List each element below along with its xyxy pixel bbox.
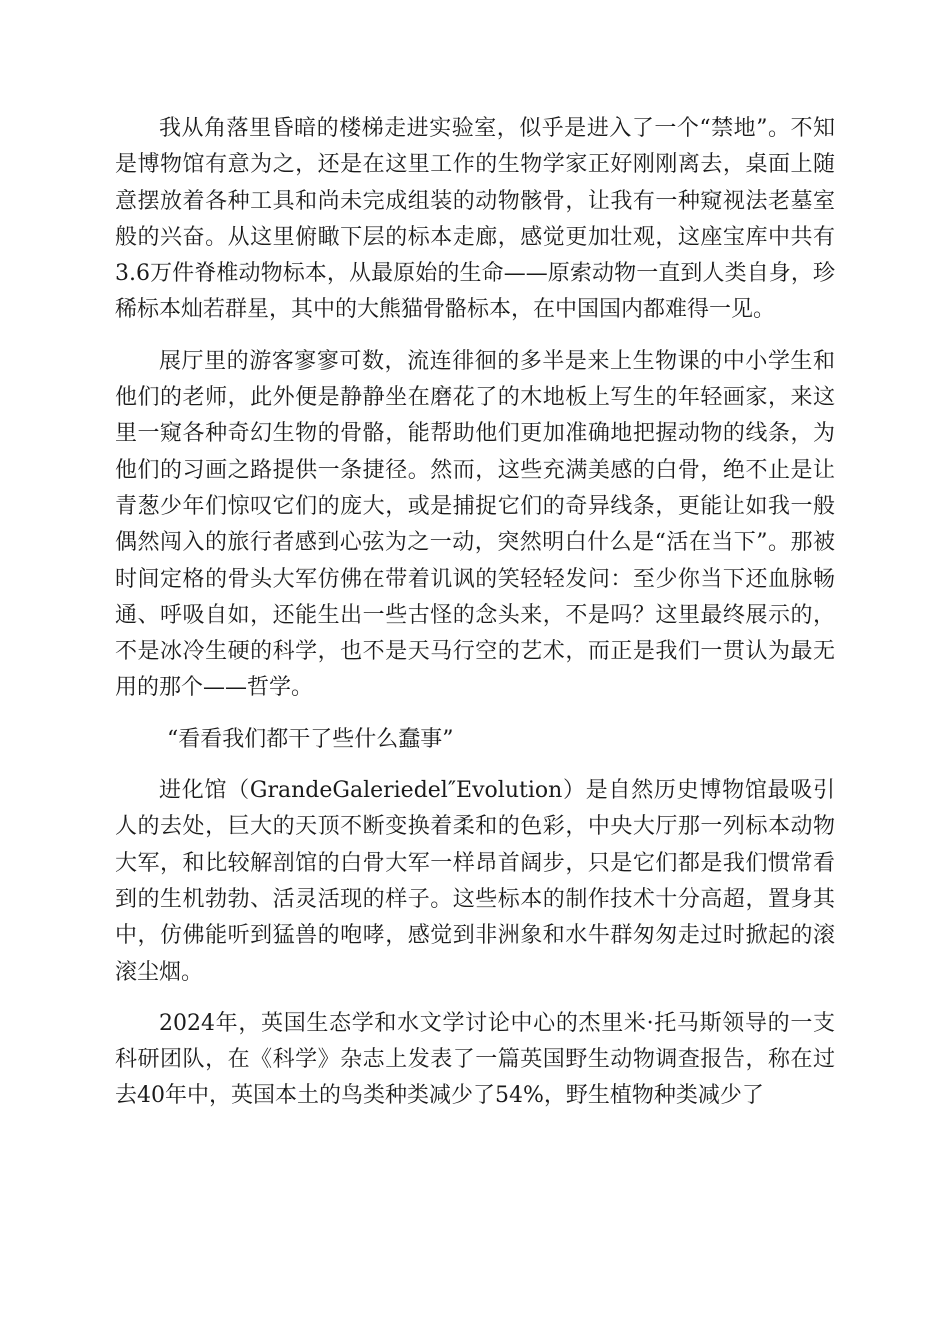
document-body (115, 111, 835, 1130)
paragraph-exhibition-hall: 展厅里的游客寥寥可数，流连徘徊的多半是来上生物课的中小学生和他们的老师，此外便是静静坐在磨花了的木地板上写生的年轻画家，来这里一窥各种奇幻生物的骨骼，能帮助他们更加准确地把握动物的线条，为他们的习画之路提供一条捷径。然而，这些充满美感的白骨，绝不止是让青葱少年们惊叹它们的庞大，或是捕捉它们的奇异线条，更能让如我一般偶然闯入的旅行者感到心弦为之一动，突然明白什么是“活在当下”。那被时间定格的骨头大军仿佛在带着讥讽的笑轻轻发问：至少你当下还血脉畅通、呼吸自如，还能生出一些古怪的念头来，不是吗？这里最终展示的，不是冰冷生硬的科学，也不是天马行空的艺术，而正是我们一贯认为最无用的那个——哲学。 (115, 348, 835, 701)
paragraph-evolution-gallery: 进化馆（GrandeGaleriedel″Evolution）是自然历史博物馆最吸引人的去处，巨大的天顶不断变换着柔和的色彩，中央大厅那一列标本动物大军，和比较解剖馆的白骨大军一样昂首阔步，只是它们都是我们惯常看到的生机勃勃、活灵活现的样子。这些标本的制作技术十分高超，置身其中，仿佛能听到猛兽的咆哮，感觉到非洲象和水牛群匆匆走过时掀起的滚滚尘烟。 (115, 778, 835, 985)
section-heading: “看看我们都干了些什么蠢事” (167, 726, 454, 752)
paragraph-lab-visit: 我从角落里昏暗的楼梯走进实验室，似乎是进入了一个“禁地”。不知是博物馆有意为之，还是在这里工作的生物学家正好刚刚离去，桌面上随意摆放着各种工具和尚未完成组装的动物骸骨，让我有一种窥视法老墓室般的兴奋。从这里俯瞰下层的标本走廊，感觉更加壮观，这座宝库中共有3.6万件脊椎动物标本，从最原始的生命——原索动物一直到人类自身，珍稀标本灿若群星，其中的大熊猫骨骼标本，在中国国内都难得一见。 (115, 116, 835, 323)
paragraph-wildlife-report: 2024年，英国生态学和水文学讨论中心的杰里米·托马斯领导的一支科研团队，在《科学》杂志上发表了一篇英国野生动物调查报告，称在过去40年中，英国本土的鸟类种类减少了54%，野生植物种类减少了 (115, 1010, 835, 1109)
